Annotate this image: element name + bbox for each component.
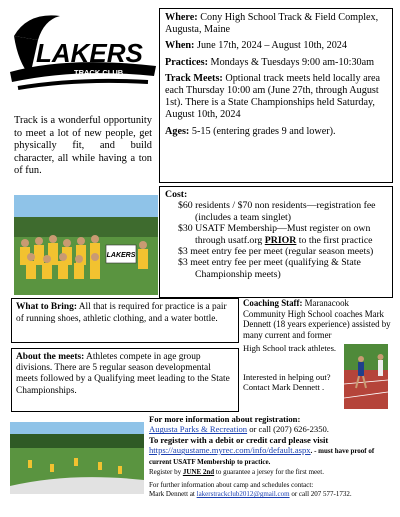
coach-text: Maranacook Community High School coaches Mark Dennett (18 years experience) assisted by many current and former bbox=[243, 298, 391, 340]
more-info-line: For more information about registration: bbox=[149, 414, 301, 424]
registration-info bbox=[149, 414, 395, 499]
cost-registration: $60 residents / $70 non residents—registration fee bbox=[178, 200, 376, 212]
bring-label: What to Bring: bbox=[16, 302, 77, 312]
coach-label: Coaching Staff: bbox=[243, 298, 303, 308]
register-url-line: https://augustame.myrec.com/info/default.aspx. - must have proof of current USATF Membership to practice. bbox=[149, 445, 375, 467]
logo-brand-text: LAKERS bbox=[36, 38, 143, 68]
cost-usatf-cont: through usatf.org PRIOR to the first practice bbox=[195, 234, 373, 246]
meets-text: Athletes compete in age group divisions. There are 5 regular season developmental meets followed by a Qualifying meet leading to the State Championships. bbox=[16, 352, 230, 396]
event-info-box bbox=[159, 8, 393, 183]
track-meets-line: Track Meets: Optional track meets held locally area each Thursday 10:00 am (June 27th, through August 1st). There is a State Championships held Saturday, August 10th, 2024 bbox=[165, 72, 381, 121]
intro-paragraph: Track is a wonderful opportunity to meet a lot of new people, get physically fit, and build character, all while having a ton of fun. bbox=[14, 115, 152, 177]
cost-box bbox=[159, 186, 393, 298]
cost-usatf: $30 USATF Membership—Must register on own bbox=[178, 223, 371, 235]
coaching-staff bbox=[243, 298, 393, 340]
meets-label: About the meets: bbox=[16, 352, 85, 362]
parks-link[interactable]: Augusta Parks & Recreation bbox=[149, 424, 248, 435]
where-line: Where: Cony High School Track & Field Complex, Augusta, Maine bbox=[165, 12, 379, 36]
practice-field-photo bbox=[10, 422, 144, 494]
bring-text: All that is required for practice is a pair of running shoes, athletic clothing, and a water bottle. bbox=[16, 302, 227, 324]
lakers-track-club-logo bbox=[8, 6, 158, 98]
coach-athletes: High School track athletes. bbox=[243, 343, 337, 353]
team-photo bbox=[14, 195, 158, 295]
cost-registration-note: (includes a team singlet) bbox=[195, 211, 292, 223]
register-link[interactable]: https://augustame.myrec.com/info/default.aspx bbox=[149, 445, 311, 456]
cost-qualifying-cont: Championship meets) bbox=[195, 268, 281, 280]
parks-line: Augusta Parks & Recreation or call (207) 626-2350. bbox=[149, 424, 329, 435]
contact-line-2: Mark Dennett at lakerstrackclub2012@gmail.com or call 207 577-1732. bbox=[149, 490, 352, 499]
contact-line-1: For further information about camp and schedules contact: bbox=[149, 480, 314, 489]
what-to-bring-box bbox=[11, 298, 239, 343]
about-meets-box bbox=[11, 348, 239, 412]
practices-line: Practices: Mondays & Tuesdays 9:00 am-10:30am bbox=[165, 56, 375, 68]
cost-qualifying-meets: $3 meet entry fee per meet (qualifying & State bbox=[178, 257, 361, 269]
deadline-line: Register by JUNE 2nd to guarantee a jersey for the first meet. bbox=[149, 467, 324, 476]
cost-label: Cost: bbox=[165, 189, 188, 200]
when-line: When: June 17th, 2024 – August 10th, 2024 bbox=[165, 40, 347, 52]
runner-photo bbox=[344, 344, 388, 409]
ages-line: Ages: 5-15 (entering grades 9 and lower). bbox=[165, 125, 336, 137]
lakers-logo-graphic bbox=[8, 6, 158, 98]
team-banner-text: LAKERS bbox=[106, 252, 136, 259]
register-line: To register with a debit or credit card please visit bbox=[149, 434, 329, 445]
contact-email-link[interactable]: lakerstrackclub2012@gmail.com bbox=[196, 490, 290, 499]
coach-help: Interested in helping out? Contact Mark Dennett . bbox=[243, 372, 331, 393]
cost-regular-meets: $3 meet entry fee per meet (regular season meets) bbox=[178, 246, 374, 258]
logo-sub-text: TRACK CLUB bbox=[74, 68, 124, 77]
